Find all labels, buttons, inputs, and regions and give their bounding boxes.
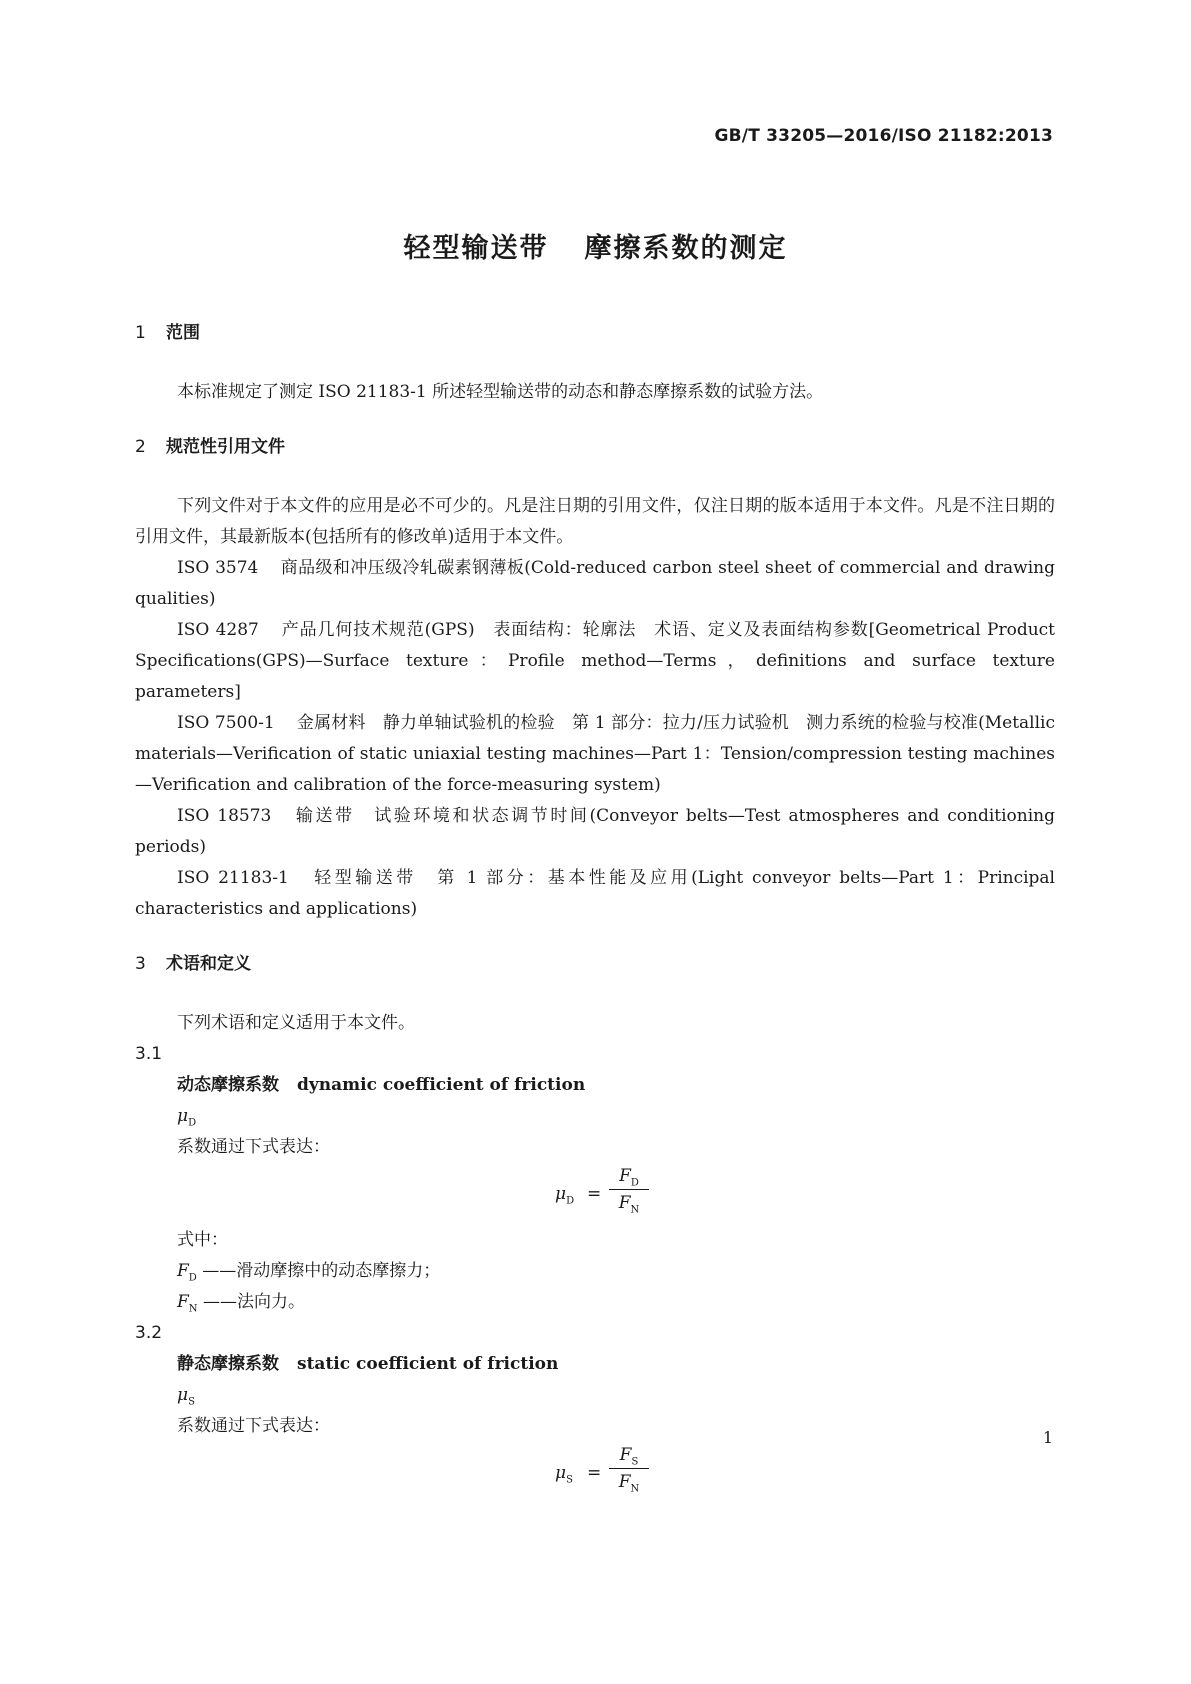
document-title	[0, 226, 1191, 265]
page-number: 1	[1042, 1428, 1053, 1447]
where-label: 式中：	[177, 1230, 228, 1250]
references-intro: 下列文件对于本文件的应用是必不可少的。凡是注日期的引用文件，仅注日期的版本适用于本文件。凡是不注日期的引用文件，其最新版本(包括所有的修改单)适用于本文件。	[135, 496, 1055, 547]
formula-dynamic-friction: $\mu_D$ = $\frac{F_D}{F_N}$	[135, 1163, 1055, 1225]
term-3-1-symbol: $\mu_D$	[177, 1106, 197, 1129]
formula-static-friction: $\mu_S$ = $\frac{F_S}{F_N}$	[135, 1442, 1055, 1504]
clause-3-1-number: 3.1	[135, 1044, 163, 1064]
variable-definition: $F_D$ ——滑动摩擦中的动态摩擦力；	[177, 1261, 441, 1284]
term-3-1-heading: 动态摩擦系数 dynamic coefficient of friction	[177, 1075, 586, 1095]
reference-item: ISO 3574 商品级和冲压级冷轧碳素钢薄板(Cold-reduced carbon steel sheet of commercial and drawing qualities)	[135, 558, 1055, 609]
section-3-heading: 3 术语和定义	[135, 954, 251, 974]
reference-item: ISO 7500-1 金属材料 静力单轴试验机的检验 第 1 部分：拉力/压力试验机 测力系统的检验与校准(Metallic materials—Verification of static uniaxial testing machines—Part 1：Tension/compression testing machines—Verification and calibration of the force-measuring system)	[135, 713, 1055, 795]
standard-number: GB/T 33205—2016/ISO 21182:2013	[714, 126, 1053, 146]
reference-item: ISO 21183-1 轻型输送带 第 1 部分：基本性能及应用(Light conveyor belts—Part 1：Principal characteristics and applications)	[135, 868, 1055, 919]
title-part-1: 轻型输送带	[403, 233, 549, 264]
clause-3-2-number: 3.2	[135, 1323, 163, 1343]
term-3-2-heading: 静态摩擦系数 static coefficient of friction	[177, 1354, 559, 1374]
term-3-2-symbol: $\mu_S$	[177, 1385, 195, 1408]
reference-item: ISO 4287 产品几何技术规范(GPS) 表面结构：轮廓法 术语、定义及表面结构参数[Geometrical Product Specifications(GPS)—Surface texture：Profile method—Terms，definitions and surface texture parameters]	[135, 620, 1055, 702]
section-2-heading: 2 规范性引用文件	[135, 437, 285, 457]
section-1-heading: 1 范围	[135, 323, 200, 343]
reference-item: ISO 18573 输送带 试验环境和状态调节时间(Conveyor belts—Test atmospheres and conditioning periods)	[135, 806, 1055, 857]
title-part-2: 摩擦系数的测定	[584, 233, 788, 264]
term-3-2-expression-intro: 系数通过下式表达：	[177, 1416, 330, 1436]
variable-definition: $F_N$ ——法向力。	[177, 1292, 305, 1315]
scope-paragraph: 本标准规定了测定 ISO 21183-1 所述轻型输送带的动态和静态摩擦系数的试验方法。	[177, 382, 824, 402]
terms-intro: 下列术语和定义适用于本文件。	[177, 1013, 415, 1033]
document-body	[135, 318, 1055, 1504]
term-3-1-expression-intro: 系数通过下式表达：	[177, 1137, 330, 1157]
